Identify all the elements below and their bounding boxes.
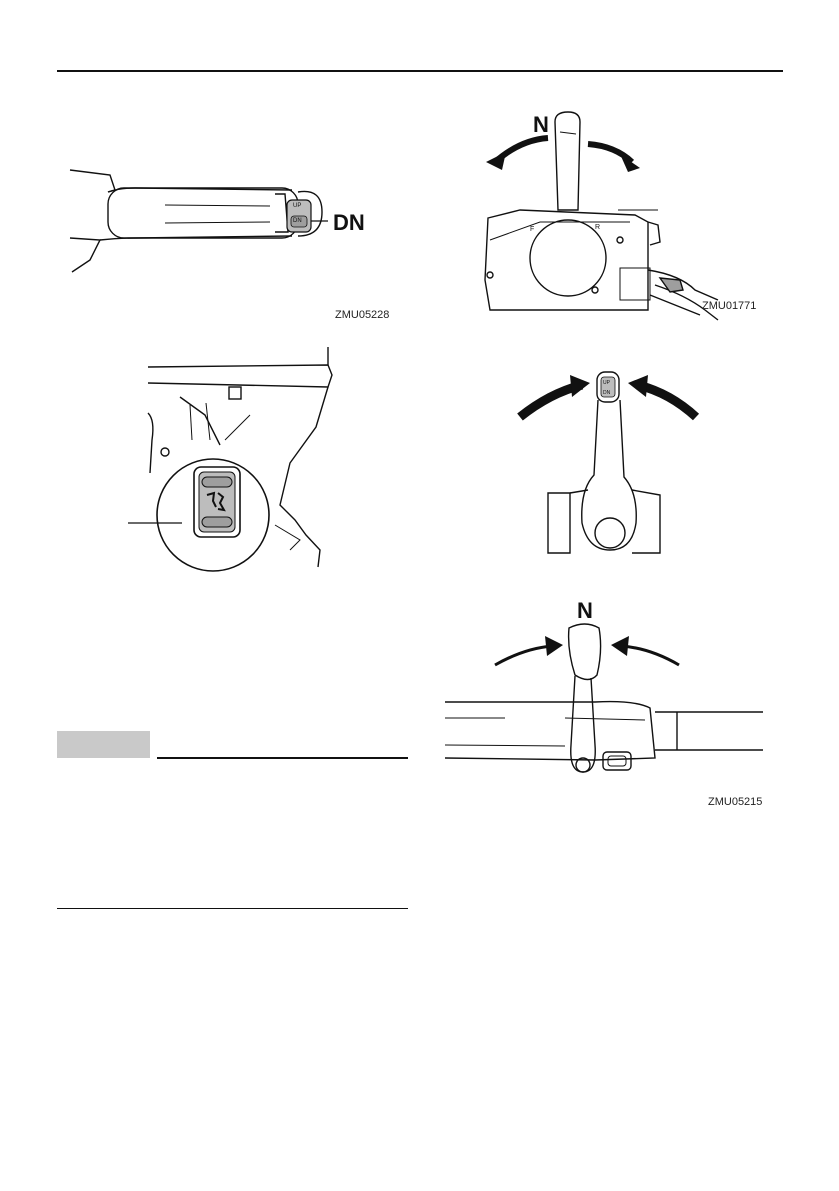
note-heading-tab: [57, 731, 150, 758]
note-heading-rule: [157, 757, 408, 759]
neutral-label-side-mount: N: [533, 112, 549, 137]
cowling-trim-switch-figure: [110, 345, 340, 570]
figure-code-zmu05228: ZMU05228: [335, 309, 390, 321]
binnacle-remote-illustration: [510, 365, 710, 560]
tiller-shift-figure: [445, 620, 770, 785]
switch-dn-text: DN: [293, 218, 302, 224]
plate-r-text: R: [595, 224, 601, 231]
dn-callout: DN: [333, 210, 365, 235]
tiller-shift-illustration: [445, 620, 770, 785]
binnacle-switch-dn-text: DN: [603, 390, 611, 396]
binnacle-remote-figure: [510, 365, 710, 560]
header-rule: [57, 70, 783, 72]
neutral-label-tiller: N: [577, 598, 593, 623]
plate-f-text: F: [530, 226, 535, 233]
engine-cowling-illustration: [110, 345, 340, 570]
figure-code-zmu01771: ZMU01771: [702, 300, 757, 312]
figure-code-zmu05215: ZMU05215: [708, 796, 763, 808]
switch-up-text: UP: [293, 203, 302, 209]
binnacle-switch-up-text: UP: [603, 380, 610, 386]
note-end-rule: [57, 908, 408, 909]
